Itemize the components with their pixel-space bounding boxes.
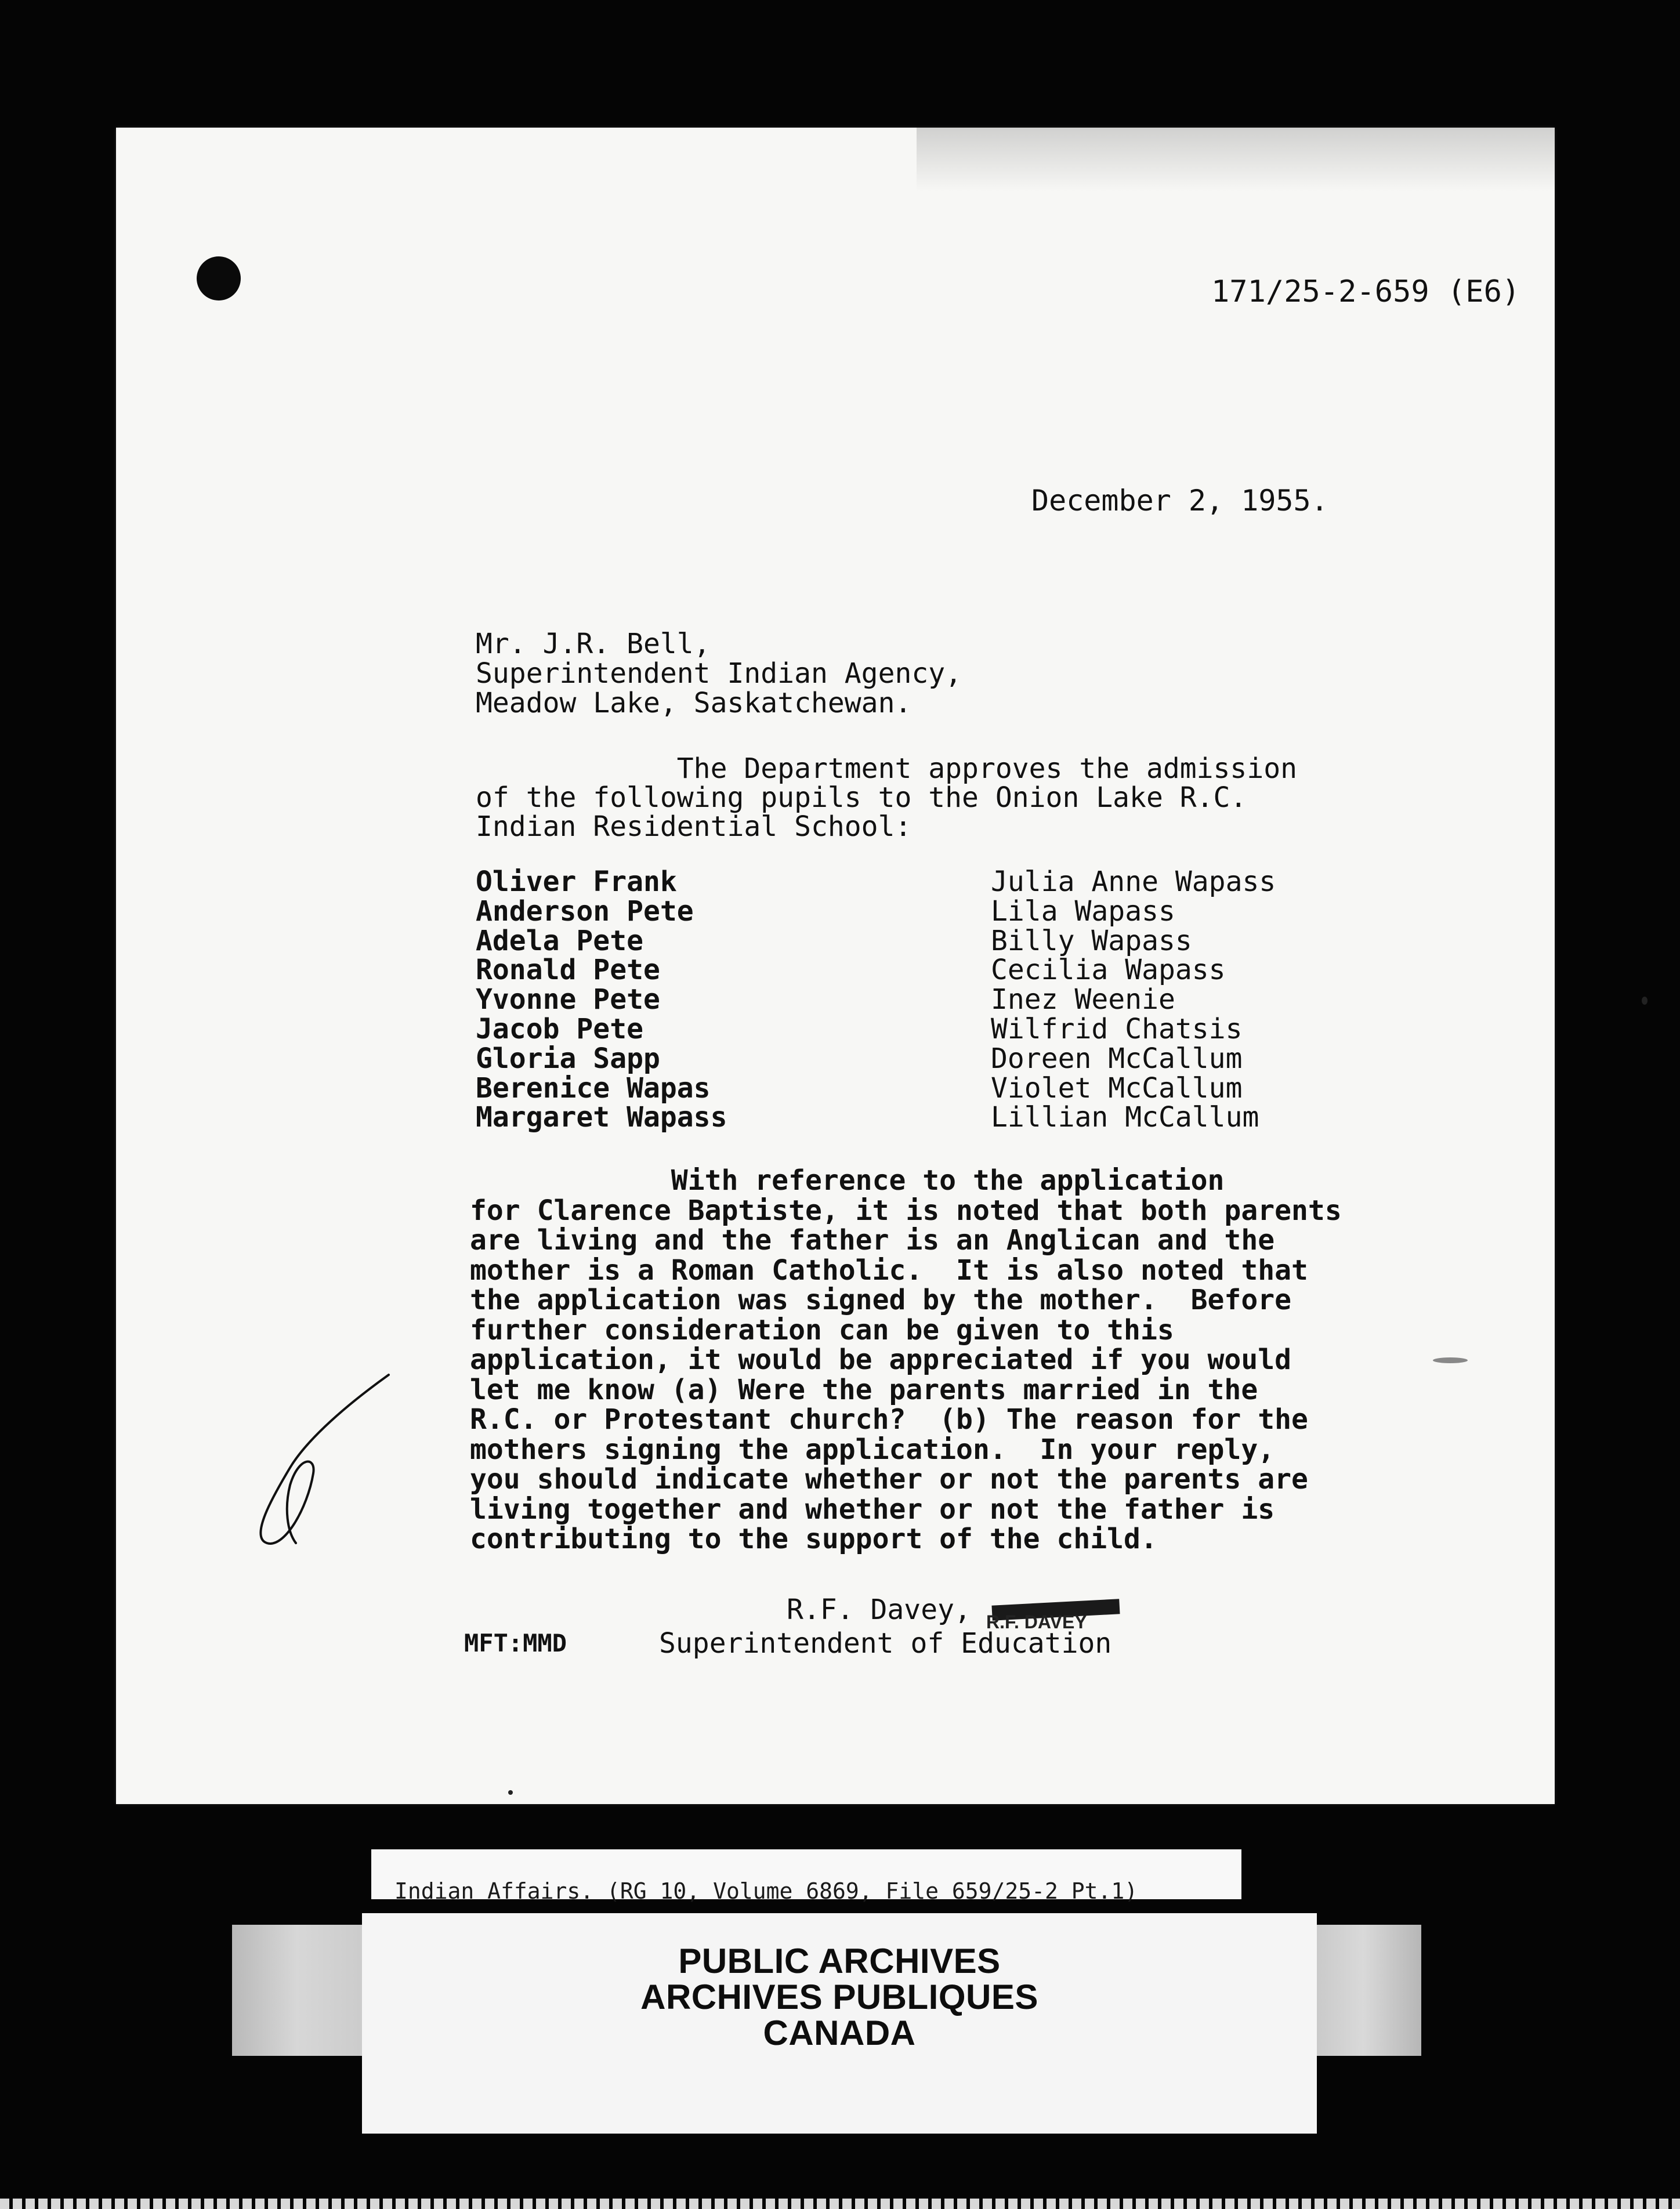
body-line: application, it would be appreciated if you would — [470, 1343, 1292, 1376]
archive-reference-text: Indian Affairs. (RG 10, Volume 6869, File 659/25-2 Pt.1) — [394, 1878, 1138, 1904]
body-line: With reference to the application — [470, 1164, 1225, 1197]
body-line: the application was signed by the mother. Before — [470, 1284, 1292, 1316]
speck — [508, 1790, 513, 1795]
list-item: Lila Wapass — [991, 895, 1175, 928]
list-item: Violet McCallum — [991, 1071, 1243, 1104]
punch-hole-mark — [197, 256, 241, 300]
body-line: mother is a Roman Catholic. It is also noted that — [470, 1254, 1308, 1287]
list-item: Inez Weenie — [991, 983, 1175, 1016]
intro-line-2: of the following pupils to the Onion Lake R.C. — [476, 781, 1247, 814]
intro-line-3: Indian Residential School: — [476, 810, 912, 843]
list-item: Doreen McCallum — [991, 1042, 1243, 1075]
list-item: Jacob Pete — [476, 1012, 643, 1045]
body-line: are living and the father is an Anglican and the — [470, 1224, 1275, 1256]
body-line: living together and whether or not the father is — [470, 1493, 1275, 1526]
pupil-list-left — [476, 867, 727, 1132]
recipient-title: Superintendent Indian Agency, — [476, 657, 962, 690]
list-item: Gloria Sapp — [476, 1042, 660, 1075]
list-item: Lillian McCallum — [991, 1101, 1259, 1134]
list-item: Berenice Wapas — [476, 1071, 711, 1104]
signer-title: Superintendent of Education — [659, 1627, 1112, 1660]
list-item: Anderson Pete — [476, 895, 694, 928]
pupil-list-right — [991, 867, 1276, 1132]
speck — [1642, 997, 1648, 1005]
archives-line-2: ARCHIVES PUBLIQUES — [640, 1978, 1038, 2016]
list-item: Margaret Wapass — [476, 1101, 727, 1134]
list-item: Ronald Pete — [476, 954, 660, 987]
body-line: mothers signing the application. In your reply, — [470, 1433, 1275, 1466]
signature-stamp: R.F. DAVEY — [986, 1612, 1087, 1632]
list-item: Oliver Frank — [476, 866, 677, 898]
smudge — [1433, 1357, 1468, 1363]
intro-line-1: The Department approves the admission — [476, 752, 1298, 785]
page-fold-shadow — [917, 128, 1555, 191]
archives-line-1: PUBLIC ARCHIVES — [678, 1942, 1001, 1980]
body-line: let me know (a) Were the parents married in the — [470, 1373, 1258, 1406]
film-edge-strip — [0, 2199, 1680, 2209]
list-item: Cecilia Wapass — [991, 954, 1226, 987]
tape-strip-right — [1305, 1925, 1421, 2056]
body-line: R.C. or Protestant church? (b) The reason for the — [470, 1403, 1308, 1436]
body-line: you should indicate whether or not the parents are — [470, 1463, 1308, 1495]
list-item: Adela Pete — [476, 924, 643, 957]
list-item: Billy Wapass — [991, 924, 1192, 957]
list-item: Julia Anne Wapass — [991, 866, 1276, 898]
letter-date: December 2, 1955. — [1031, 484, 1328, 517]
recipient-location: Meadow Lake, Saskatchewan. — [476, 687, 912, 719]
handwritten-initial-mark — [244, 1369, 406, 1555]
archives-stamp-box — [362, 1913, 1317, 2134]
signer-name: R.F. Davey, — [787, 1594, 971, 1626]
list-item: Wilfrid Chatsis — [991, 1012, 1243, 1045]
body-paragraph — [470, 1166, 1427, 1555]
typist-initials: MFT:MMD — [464, 1629, 567, 1657]
body-line: further consideration can be given to this — [470, 1313, 1174, 1346]
archives-line-3: CANADA — [763, 2014, 916, 2052]
body-line: for Clarence Baptiste, it is noted that both parents — [470, 1194, 1342, 1227]
list-item: Yvonne Pete — [476, 983, 660, 1016]
recipient-name: Mr. J.R. Bell, — [476, 628, 711, 660]
body-line: contributing to the support of the child. — [470, 1523, 1157, 1555]
file-reference: 171/25-2-659 (E6) — [1211, 274, 1520, 309]
